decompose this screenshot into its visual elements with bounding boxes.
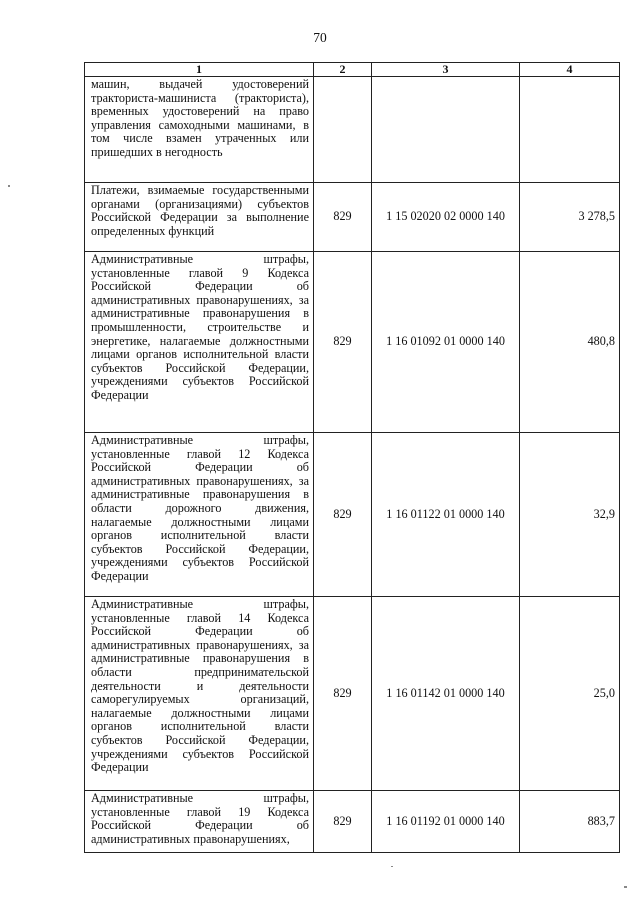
- table-header-row: [85, 63, 620, 77]
- table-row: [85, 433, 620, 597]
- row-name: Административные штрафы, установленные главой 14 Кодекса Российской Федерации об административных правонарушениях, за административные правонарушения в области предпринимательской деятельности и деятельности саморегулируемых организаций, налагаемые должностными лицами органов исполнительной власти субъектов Российской Федерации, учреждениями субъектов Российской Федерации: [85, 597, 314, 791]
- column-header-amount: 4: [520, 63, 620, 77]
- row-name: Административные штрафы, установленные главой 9 Кодекса Российской Федерации об административных правонарушениях, за административные правонарушения в промышленности, строительстве и энергетике, налагаемые должностными лицами органов исполнительной власти субъектов Российской Федерации, учреждениями субъектов Российской Федерации: [85, 252, 314, 433]
- row-amount: 480,8: [520, 252, 620, 433]
- column-header-name: 1: [85, 63, 314, 77]
- row-name: Административные штрафы, установленные главой 19 Кодекса Российской Федерации об административных правонарушениях,: [85, 791, 314, 853]
- row-admin-code: 829: [314, 597, 372, 791]
- revenue-table: [84, 62, 620, 853]
- column-header-code: 3: [372, 63, 520, 77]
- row-admin-code: [314, 77, 372, 183]
- row-budget-code: [372, 77, 520, 183]
- table-row: [85, 252, 620, 433]
- table-row: [85, 77, 620, 183]
- row-admin-code: 829: [314, 252, 372, 433]
- scan-speck: [391, 866, 393, 867]
- row-budget-code: 1 16 01092 01 0000 140: [372, 252, 520, 433]
- table-row: [85, 597, 620, 791]
- row-amount: 3 278,5: [520, 183, 620, 252]
- scan-speck: [8, 185, 10, 187]
- scan-speck: [624, 886, 627, 888]
- row-amount: [520, 77, 620, 183]
- row-budget-code: 1 16 01192 01 0000 140: [372, 791, 520, 853]
- row-amount: 883,7: [520, 791, 620, 853]
- row-admin-code: 829: [314, 183, 372, 252]
- row-budget-code: 1 16 01122 01 0000 140: [372, 433, 520, 597]
- row-amount: 32,9: [520, 433, 620, 597]
- row-name: машин, выдачей удостоверений тракториста-машиниста (тракториста), временных удостоверений на право управления самоходными машинами, в том числе взамен утраченных или пришедших в негодность: [85, 77, 314, 183]
- row-admin-code: 829: [314, 433, 372, 597]
- row-budget-code: 1 15 02020 02 0000 140: [372, 183, 520, 252]
- row-admin-code: 829: [314, 791, 372, 853]
- table-row: [85, 183, 620, 252]
- page-number: 70: [313, 30, 327, 45]
- table-row: [85, 791, 620, 853]
- column-header-admin: 2: [314, 63, 372, 77]
- row-amount: 25,0: [520, 597, 620, 791]
- row-name: Административные штрафы, установленные главой 12 Кодекса Российской Федерации об административных правонарушениях, за административные правонарушения в области дорожного движения, налагаемые должностными лицами органов исполнительной власти субъектов Российской Федерации, учреждениями субъектов Российской Федерации: [85, 433, 314, 597]
- row-name: Платежи, взимаемые государственными органами (организациями) субъектов Российской Федерации за выполнение определенных функций: [85, 183, 314, 252]
- row-budget-code: 1 16 01142 01 0000 140: [372, 597, 520, 791]
